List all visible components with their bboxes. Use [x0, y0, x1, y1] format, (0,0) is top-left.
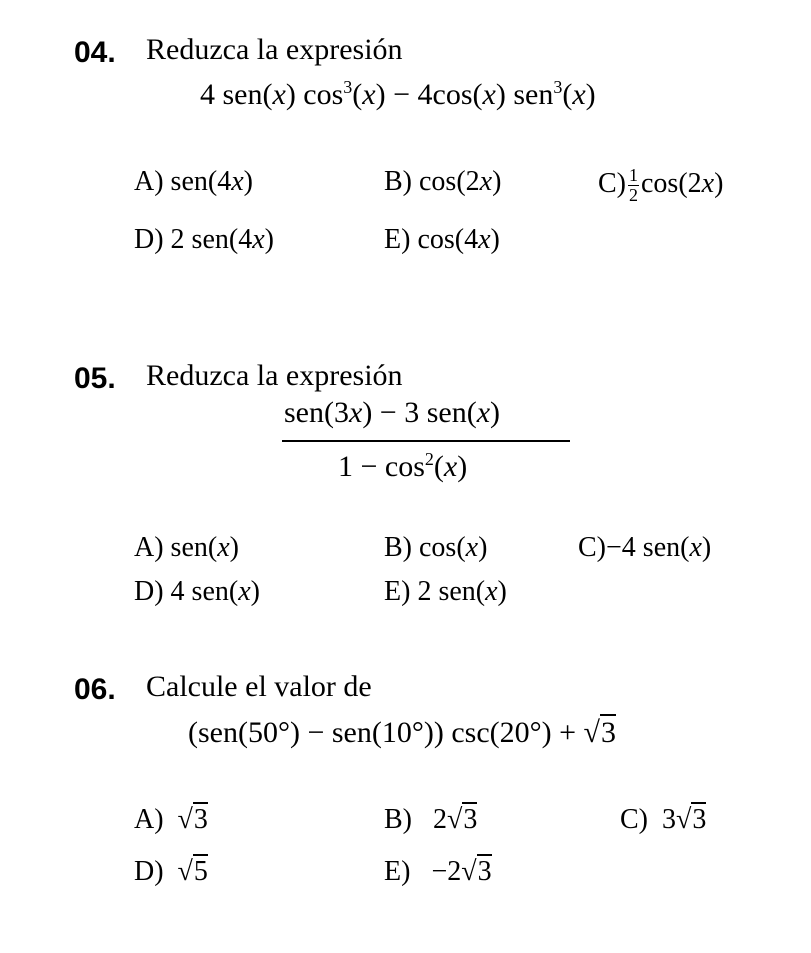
problem-04-expression: 4 sen(x) $\cos^3(x) - 4\cos(x)$ sen$^3$(x) — [200, 77, 596, 111]
problem-06-option-a[interactable]: A) √3 — [134, 804, 208, 835]
problem-06-option-e[interactable]: E) −2√3 — [384, 856, 492, 887]
problem-05-option-a[interactable]: A) sen(x) — [134, 532, 239, 563]
problem-06-option-b[interactable]: B) 2√3 — [384, 804, 478, 835]
problem-05-option-d[interactable]: D) 4 sen(x) — [134, 576, 260, 607]
problem-05-numerator: sen(3x) − 3 sen(x) — [284, 396, 501, 429]
problem-06-number: 06. — [74, 673, 116, 706]
problem-04-option-d[interactable]: D) 2 sen(4x) — [134, 224, 274, 255]
problem-04-option-a[interactable]: A) sen(4x) — [134, 166, 253, 197]
problem-04-option-c[interactable]: C) $\frac{1}{2}$ cos(2x) — [598, 165, 724, 205]
problem-06-option-c[interactable]: C) 3√3 — [620, 804, 707, 835]
fraction-one-half: $\frac{1}{2}$ — [629, 165, 638, 205]
problem-04-title: Reduzca la expresión — [146, 33, 403, 66]
problem-05-title: Reduzca la expresión — [146, 359, 403, 392]
problem-05-option-c[interactable]: C)−4 sen(x) — [578, 532, 712, 563]
problem-06-option-d[interactable]: D) √5 — [134, 856, 208, 887]
problem-05-denominator: $1 - \cos^2(x)$ — [338, 449, 468, 483]
problem-04-option-b[interactable]: B) cos(2x) — [384, 166, 502, 197]
problem-05-fraction-bar — [282, 440, 570, 442]
problem-06-expression: (sen(50°) − sen(10°)) csc(20°) + √3 — [188, 716, 617, 749]
problem-06-title: Calcule el valor de — [146, 670, 372, 703]
problem-04-option-e[interactable]: E) cos(4x) — [384, 224, 500, 255]
problem-05-option-e[interactable]: E) 2 sen(x) — [384, 576, 507, 607]
problem-05-number: 05. — [74, 362, 116, 395]
problem-05-option-b[interactable]: B) cos(x) — [384, 532, 488, 563]
problem-04-number: 04. — [74, 36, 116, 69]
